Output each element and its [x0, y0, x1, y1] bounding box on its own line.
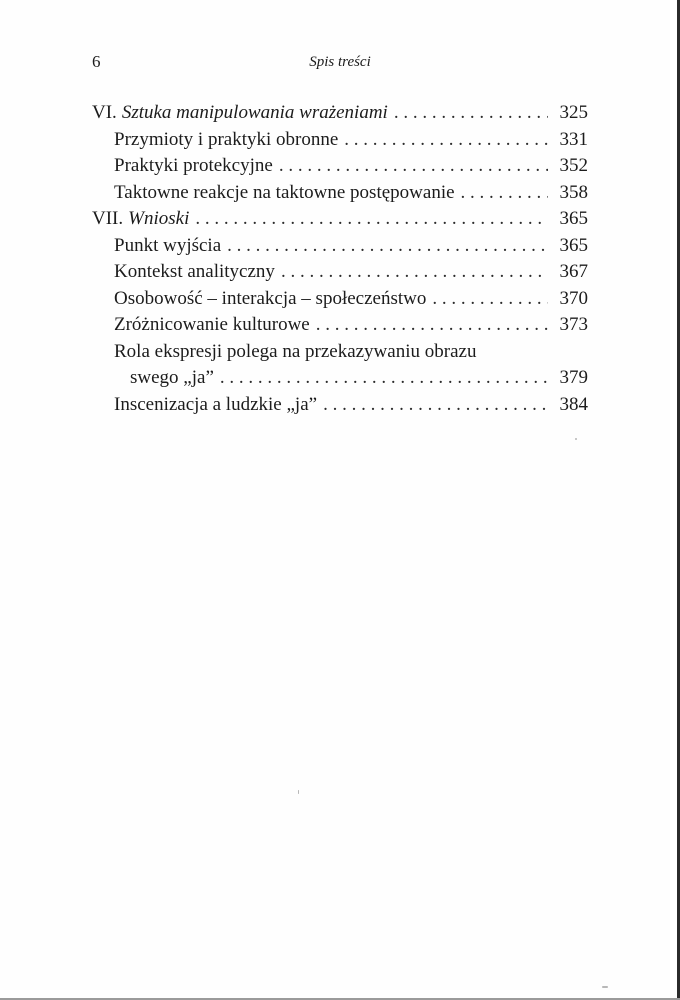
paper-speck [298, 790, 299, 794]
page-reference: 352 [559, 155, 588, 176]
dot-leader [323, 392, 548, 419]
dot-leader [281, 259, 548, 286]
toc-chapter-vii [92, 206, 588, 233]
entry-title: Kontekst analityczny [114, 261, 275, 282]
dot-leader [432, 286, 548, 313]
dot-leader [227, 233, 548, 260]
dot-leader [344, 127, 548, 154]
toc-entry [92, 153, 588, 180]
toc-entry-first-line [92, 339, 588, 366]
page-reference: 365 [559, 208, 588, 229]
entry-title: Zróżnicowanie kulturowe [114, 314, 310, 335]
paper-speck [602, 986, 608, 988]
toc-entry-continuation [92, 365, 588, 392]
entry-title: Przymioty i praktyki obronne [114, 128, 339, 150]
dot-leader [220, 365, 548, 392]
entry-title: Punkt wyjścia [114, 234, 222, 256]
page-reference: 358 [559, 181, 588, 203]
page-reference: 331 [559, 128, 588, 150]
chapter-number: VII. [92, 208, 124, 229]
page-reference: 370 [559, 287, 588, 309]
toc-entry [92, 312, 588, 339]
toc-chapter-vi [92, 100, 588, 127]
page-reference: 379 [559, 367, 588, 388]
toc-entry [92, 392, 588, 419]
dot-leader [279, 153, 548, 180]
entry-title: Rola ekspresji polega na przekazywaniu obrazu [114, 340, 477, 362]
page-reference: 373 [559, 314, 588, 335]
dot-leader [461, 180, 548, 207]
toc-entry [92, 286, 588, 313]
table-of-contents [92, 100, 588, 418]
toc-entry [92, 180, 588, 207]
running-title: Spis treści [309, 54, 371, 70]
entry-title: Praktyki protekcyjne [114, 155, 273, 176]
entry-title: Taktowne reakcje na taktowne postępowanie [114, 181, 455, 203]
dot-leader [316, 312, 548, 339]
page-header [92, 52, 588, 74]
paper-speck [575, 438, 577, 440]
page-reference: 325 [559, 102, 588, 123]
entry-title: Osobowość – interakcja – społeczeństwo [114, 287, 427, 309]
chapter-number: VI. [92, 102, 117, 123]
page-reference: 384 [559, 393, 588, 415]
dot-leader [195, 206, 548, 233]
page-reference: 365 [559, 234, 588, 256]
entry-title: Inscenizacja a ludzkie „ja” [114, 393, 318, 415]
dot-leader [394, 100, 548, 127]
page-reference: 367 [559, 261, 588, 282]
chapter-title: Wnioski [128, 208, 190, 229]
toc-entry [92, 233, 588, 260]
entry-title: swego „ja” [130, 367, 214, 388]
toc-entry [92, 259, 588, 286]
toc-entry [92, 127, 588, 154]
chapter-title: Sztuka manipulowania wrażeniami [121, 102, 388, 123]
page-number: 6 [92, 52, 101, 71]
